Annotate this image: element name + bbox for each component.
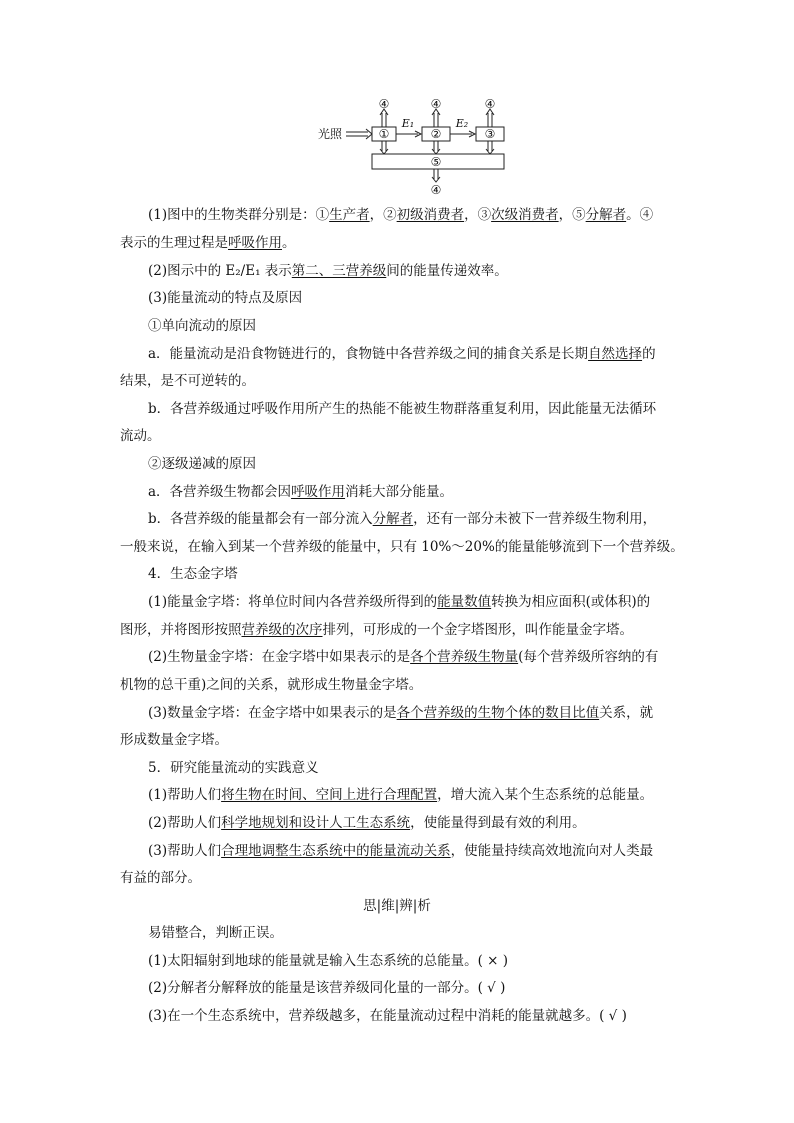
text-line: 表示的生理过程是呼吸作用。 — [120, 235, 296, 251]
text-line: 机物的总干重)之间的关系，就形成生物量金字塔。 — [120, 677, 423, 693]
text-line: (2)生物量金字塔：在金字塔中如果表示的是各个营养级生物量(每个营养级所容纳的有 — [148, 649, 659, 665]
text-line: 形成数量金字塔。 — [120, 732, 228, 748]
judgement-item: (1)太阳辐射到地球的能量就是输入生态系统的总能量。( × ) — [148, 953, 509, 969]
node-label: ② — [430, 127, 442, 141]
text-line: a．各营养级生物都会因呼吸作用消耗大部分能量。 — [148, 484, 454, 500]
text-line: ②逐级递减的原因 — [148, 456, 256, 472]
text-line: 图形，并将图形按照营养级的次序排列，可形成的一个金字塔图形，叫作能量金字塔。 — [120, 622, 633, 638]
text-line: (1)图中的生物类群分别是：①生产者，②初级消费者，③次级消费者，⑤分解者。④ — [148, 207, 654, 223]
text-line: (2)帮助人们科学地规划和设计人工生态系统，使能量得到最有效的利用。 — [148, 815, 586, 831]
text-line: 有益的部分。 — [120, 870, 201, 886]
respiration-label: ④ — [378, 97, 390, 111]
text-line: b．各营养级通过呼吸作用所产生的热能不能被生物群落重复利用，因此能量无法循环 — [148, 401, 657, 417]
text-line: (1)帮助人们将生物在时间、空间上进行合理配置，增大流入某个生态系统的总能量。 — [148, 787, 654, 803]
respiration-label: ④ — [484, 97, 496, 111]
text-line: b．各营养级的能量都会有一部分流入分解者，还有一部分未被下一营养级生物利用， — [148, 511, 657, 527]
section-title: 思|维|辨|析 — [363, 898, 431, 914]
section-heading: 4．生态金字塔 — [148, 566, 238, 582]
text-line: 易错整合，判断正误。 — [148, 925, 283, 941]
energy-flow-diagram — [318, 96, 514, 196]
text-line: 一般来说，在输入到某一个营养级的能量中，只有 10%～20%的能量能够流到下一个营养级。 — [120, 539, 684, 555]
edge-label: E₁ — [401, 117, 415, 130]
text-line: a．能量流动是沿食物链进行的，食物链中各营养级之间的捕食关系是长期自然选择的 — [148, 346, 656, 362]
respiration-label: ④ — [430, 97, 442, 111]
text-line: 结果，是不可逆转的。 — [120, 373, 255, 389]
judgement-item: (3)在一个生态系统中，营养级越多，在能量流动过程中消耗的能量就越多。( √ ) — [148, 1008, 627, 1024]
node-label: ③ — [484, 127, 496, 141]
source-label: 光照 — [318, 127, 343, 141]
text-line: (3)能量流动的特点及原因 — [148, 290, 303, 306]
node-label: ① — [378, 127, 390, 141]
node-label: ⑤ — [430, 155, 442, 169]
edge-label: E₂ — [455, 117, 469, 130]
text-line: (3)数量金字塔：在金字塔中如果表示的是各个营养级的生物个体的数目比值关系，就 — [148, 705, 654, 721]
text-line: 流动。 — [120, 428, 161, 444]
text-line: (1)能量金字塔：将单位时间内各营养级所得到的能量数值转换为相应面积(或体积)的 — [148, 594, 651, 610]
respiration-label: ④ — [430, 183, 442, 196]
text-line: (2)图示中的 E₂/E₁ 表示第二、三营养级间的能量传递效率。 — [148, 263, 508, 279]
text-line: (3)帮助人们合理地调整生态系统中的能量流动关系，使能量持续高效地流向对人类最 — [148, 843, 654, 859]
judgement-item: (2)分解者分解释放的能量是该营养级同化量的一部分。( √ ) — [148, 980, 506, 996]
text-line: ①单向流动的原因 — [148, 318, 256, 334]
section-heading: 5．研究能量流动的实践意义 — [148, 760, 319, 776]
